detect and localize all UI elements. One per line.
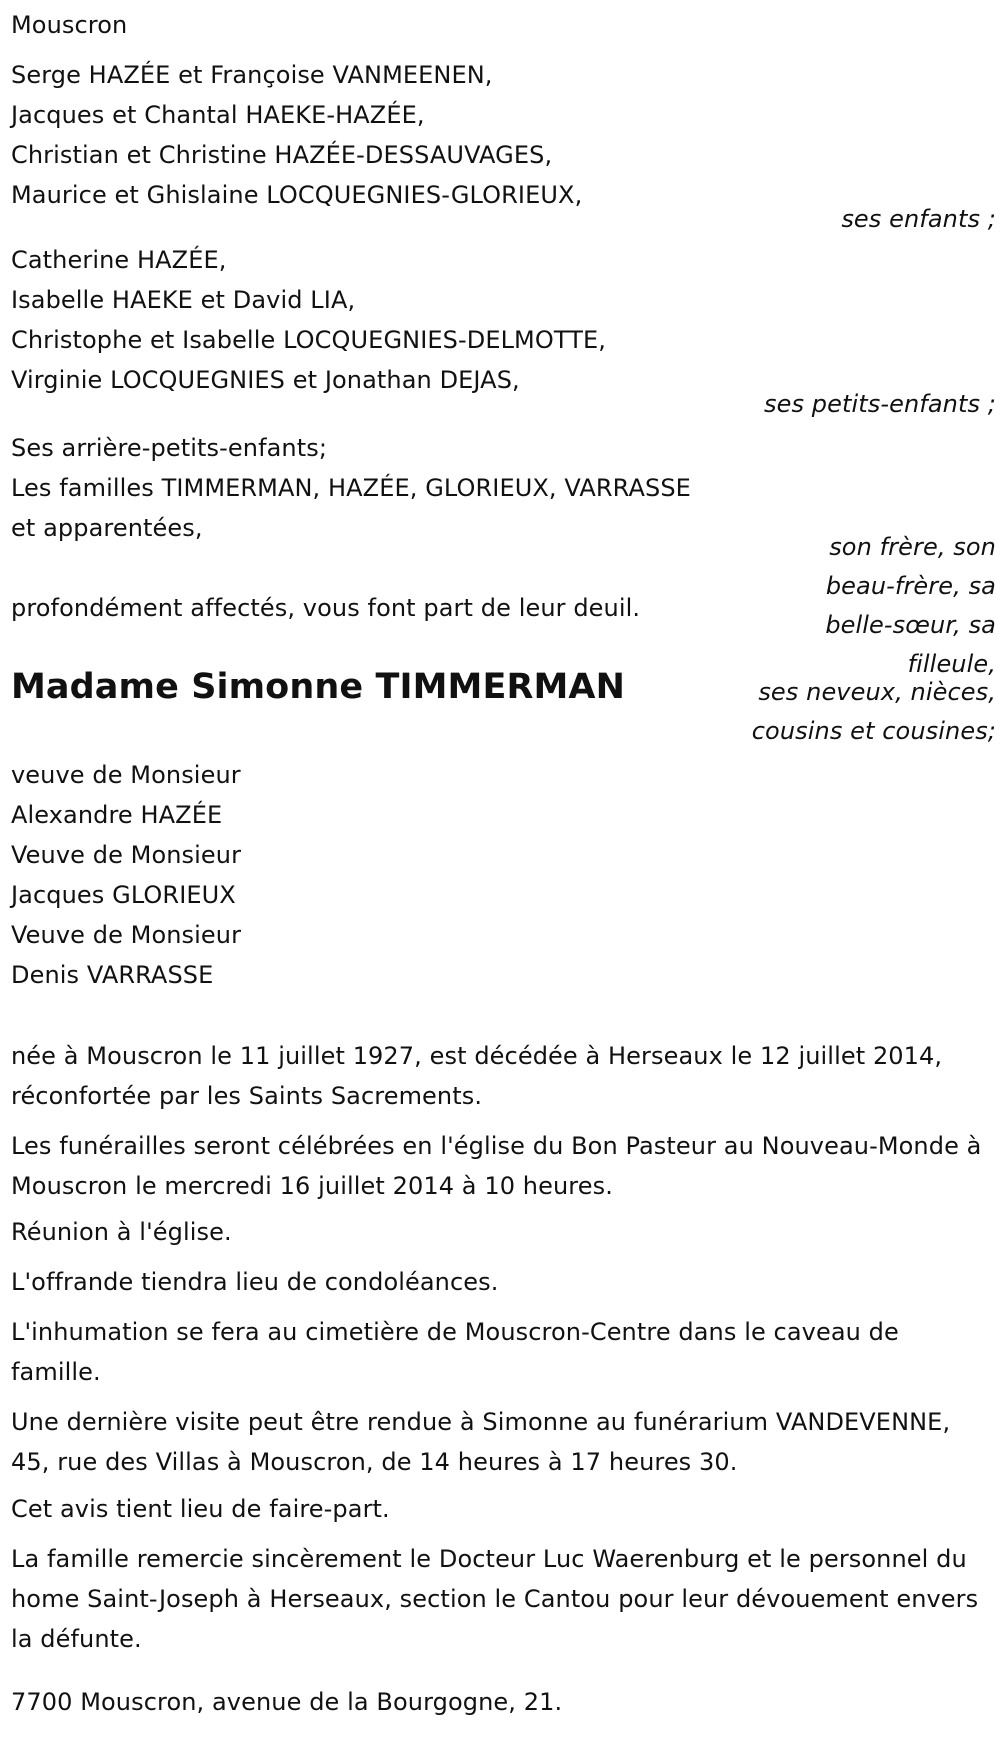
list-item: veuve de Monsieur xyxy=(11,761,241,789)
role-line: beau-frère, sa xyxy=(825,572,996,600)
role-line: cousins et cousines; xyxy=(751,717,996,745)
list-item: Les familles TIMMERMAN, HAZÉE, GLORIEUX, VARRASSE xyxy=(11,474,691,502)
paragraph-visit: Une dernière visite peut être rendue à Simonne au funérarium VANDEVENNE, 45, rue des Villas à Mouscron, de 14 heures à 17 heures 30. xyxy=(11,1408,951,1476)
paragraph-funeral: Les funérailles seront célébrées en l'église du Bon Pasteur au Nouveau-Monde à Mouscron le mercredi 16 juillet 2014 à 10 heures. xyxy=(11,1132,982,1200)
city-heading: Mouscron xyxy=(11,11,128,39)
paragraph-burial: L'inhumation se fera au cimetière de Mouscron-Centre dans le caveau de famille. xyxy=(11,1318,899,1386)
list-item: et apparentées, xyxy=(11,514,203,542)
list-item: Isabelle HAEKE et David LIA, xyxy=(11,286,356,314)
list-item: Denis VARRASSE xyxy=(11,961,214,989)
announcement: profondément affectés, vous font part de leur deuil. xyxy=(11,594,641,622)
list-item: Maurice et Ghislaine LOCQUEGNIES-GLORIEUX, xyxy=(11,181,583,209)
role-line: ses neveux, nièces, xyxy=(758,678,996,706)
role-line: belle-sœur, sa xyxy=(825,611,996,639)
list-item: Jacques et Chantal HAEKE-HAZÉE, xyxy=(11,101,425,129)
list-item: Veuve de Monsieur xyxy=(11,841,242,869)
others-role-cousins xyxy=(752,673,996,751)
grandchildren-role: ses petits-enfants ; xyxy=(763,390,996,418)
list-item: Christian et Christine HAZÉE-DESSAUVAGES, xyxy=(11,141,553,169)
list-item: Christophe et Isabelle LOCQUEGNIES-DELMOTTE, xyxy=(11,326,606,354)
list-item: Ses arrière-petits-enfants; xyxy=(11,434,328,462)
paragraph-birth-death: née à Mouscron le 11 juillet 1927, est décédée à Herseaux le 12 juillet 2014, réconfortée par les Saints Sacrements. xyxy=(11,1042,943,1110)
widow-of-list xyxy=(11,755,241,995)
children-role: ses enfants ; xyxy=(841,205,996,233)
role-line: son frère, son xyxy=(829,533,996,561)
paragraph-offering: L'offrande tiendra lieu de condoléances. xyxy=(11,1268,499,1296)
paragraph-thanks: La famille remercie sincèrement le Docteur Luc Waerenburg et le personnel du home Saint-Joseph à Herseaux, section le Cantou pour leur dévouement envers la défunte. xyxy=(11,1545,979,1653)
paragraph-notice: Cet avis tient lieu de faire-part. xyxy=(11,1495,390,1523)
list-item: Serge HAZÉE et Françoise VANMEENEN, xyxy=(11,61,493,89)
role-line: filleule, xyxy=(907,650,996,678)
list-item: Virginie LOCQUEGNIES et Jonathan DEJAS, xyxy=(11,366,520,394)
list-item: Alexandre HAZÉE xyxy=(11,801,223,829)
others-list xyxy=(11,428,691,548)
list-item: Jacques GLORIEUX xyxy=(11,881,236,909)
paragraph-meeting: Réunion à l'église. xyxy=(11,1218,232,1246)
grandchildren-list xyxy=(11,240,606,400)
address: 7700 Mouscron, avenue de la Bourgogne, 21. xyxy=(11,1688,563,1716)
deceased-name: Madame Simonne TIMMERMAN xyxy=(11,667,626,707)
list-item: Catherine HAZÉE, xyxy=(11,246,227,274)
children-list xyxy=(11,55,582,215)
list-item: Veuve de Monsieur xyxy=(11,921,242,949)
others-role-relatives xyxy=(825,528,996,684)
